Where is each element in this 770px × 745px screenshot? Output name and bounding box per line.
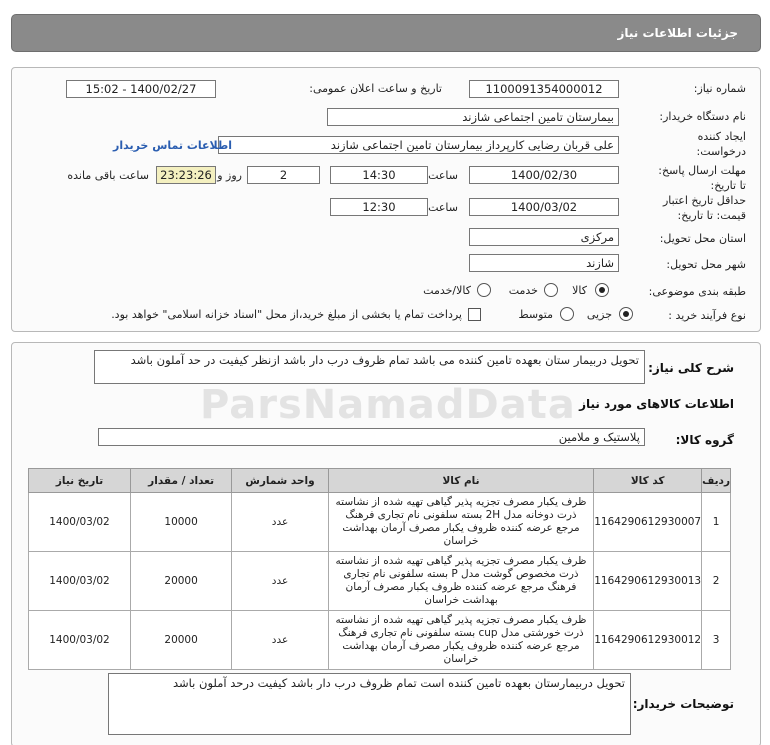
buyer-org-field: بیمارستان تامین اجتماعی شازند [327,108,619,126]
item-name: ظرف یکبار مصرف تجزیه پذیر گیاهی تهیه شده از نشاسته ذرت مخصوص گوشت مدل P بسته سلفونی نام تجاری فرهنگ مرجع عرضه کننده ظروف یکبار مصرف آرمان بهداشت خراسان [328,552,593,611]
reply-deadline-label-line2: تا تاریخ: [710,179,746,192]
process-radio-medium[interactable] [560,307,574,321]
province-label: استان محل تحویل: [659,232,746,245]
table-header-row [29,469,731,493]
category-label: طبقه بندی موضوعی: [648,285,746,298]
row-number: 2 [702,552,731,611]
item-date: 1400/03/02 [29,552,131,611]
province-field: مرکزی [469,228,619,246]
treasury-payment-checkbox[interactable] [468,308,481,321]
col-code-header: کد کالا [594,469,702,493]
announce-datetime-field: 1400/02/27 - 15:02 [66,80,216,98]
item-code: 1164290612930007 [594,493,702,552]
category-radio-goods-service[interactable] [477,283,491,297]
validity-label-line2: قیمت: تا تاریخ: [677,209,746,222]
item-code: 1164290612930013 [594,552,702,611]
item-name: ظرف یکبار مصرف تجزیه پذیر گیاهی تهیه شده از نشاسته ذرت دوخانه مدل 2H بسته سلفونی نام تجاری فرهنگ مرجع عرضه کننده ظروف یکبار مصرف آرمان بهداشت خراسان [328,493,593,552]
col-row-header: ردیف [702,469,731,493]
row-number: 1 [702,493,731,552]
buyer-notes-field: تحویل دربیمارستان بعهده تامین کننده است تمام ظروف درب دار باشد کیفیت درحد آملون باشد [108,673,631,735]
reply-time-label: ساعت [428,169,458,182]
category-option-goods-service: کالا/خدمت [423,284,471,297]
page-title: جزئیات اطلاعات نیاز [617,26,738,40]
days-remaining-field: 2 [247,166,320,184]
items-table-wrap [28,468,731,670]
item-date: 1400/03/02 [29,493,131,552]
item-name: ظرف یکبار مصرف تجزیه پذیر گیاهی تهیه شده از نشاسته ذرت خورشتی مدل cup بسته سلفونی نام تجاری فرهنگ مرجع عرضه کننده ظروف یکبار مصرف آرمان بهداشت خراسان [328,611,593,670]
goods-group-label: گروه کالا: [675,433,734,447]
city-label: شهر محل تحویل: [666,258,746,271]
table-row[interactable] [29,552,731,611]
col-date-header: تاریخ نیاز [29,469,131,493]
requester-field: علی قربان رضایی کارپرداز بیمارستان تامین اجتماعی شازند [218,136,619,154]
item-unit: عدد [232,493,329,552]
validity-time-label: ساعت [428,201,458,214]
treasury-payment-note: پرداخت تمام یا بخشی از مبلغ خرید،از محل "اسناد خزانه اسلامی" خواهد بود. [111,308,462,321]
process-option-partial: جزیی [586,308,612,321]
row-number: 3 [702,611,731,670]
announce-datetime-label: تاریخ و ساعت اعلان عمومی: [309,82,442,95]
category-option-service: خدمت [508,284,538,297]
requester-label-line2: درخواست: [696,145,746,158]
process-option-medium: متوسط [518,308,553,321]
table-row[interactable] [29,611,731,670]
table-row[interactable] [29,493,731,552]
goods-group-field: پلاستیک و ملامین [98,428,645,446]
time-remaining-label: ساعت باقی مانده [67,169,149,182]
items-table [28,468,731,670]
col-qty-header: تعداد / مقدار [130,469,231,493]
reply-date-field: 1400/02/30 [469,166,619,184]
item-code: 1164290612930012 [594,611,702,670]
col-unit-header: واحد شمارش [232,469,329,493]
buyer-contact-link[interactable]: اطلاعات تماس خریدار [113,139,233,152]
process-radio-partial[interactable] [619,307,633,321]
reply-time-field: 14:30 [330,166,428,184]
validity-label-line1: حداقل تاریخ اعتبار [662,194,746,207]
item-qty: 10000 [130,493,231,552]
buyer-org-label: نام دستگاه خریدار: [659,110,746,123]
item-date: 1400/03/02 [29,611,131,670]
col-name-header: نام کالا [328,469,593,493]
description-field: تحویل دربیمار ستان بعهده تامین کننده می باشد تمام ظروف درب دار باشد ازنظر کیفیت در حد آملون باشد [94,350,645,384]
city-field: شازند [469,254,619,272]
category-radio-service[interactable] [544,283,558,297]
item-unit: عدد [232,611,329,670]
category-option-goods: کالا [572,284,587,297]
time-remaining-field: 23:23:26 [156,166,216,184]
requester-label-line1: ایجاد کننده [697,130,746,143]
validity-time-field: 12:30 [330,198,428,216]
goods-info-heading: اطلاعات کالاهای مورد نیاز [579,397,734,411]
item-qty: 20000 [130,552,231,611]
item-qty: 20000 [130,611,231,670]
need-number-field: 1100091354000012 [469,80,619,98]
buyer-notes-label: توضیحات خریدار: [632,697,734,711]
description-label: شرح کلی نیاز: [648,361,734,375]
category-radio-goods[interactable] [595,283,609,297]
days-label: روز و [217,169,242,182]
item-unit: عدد [232,552,329,611]
reply-deadline-label-line1: مهلت ارسال پاسخ: [658,164,746,177]
process-label: نوع فرآیند خرید : [668,309,746,322]
need-number-label: شماره نیاز: [693,82,746,95]
page-header [11,14,761,52]
validity-date-field: 1400/03/02 [469,198,619,216]
